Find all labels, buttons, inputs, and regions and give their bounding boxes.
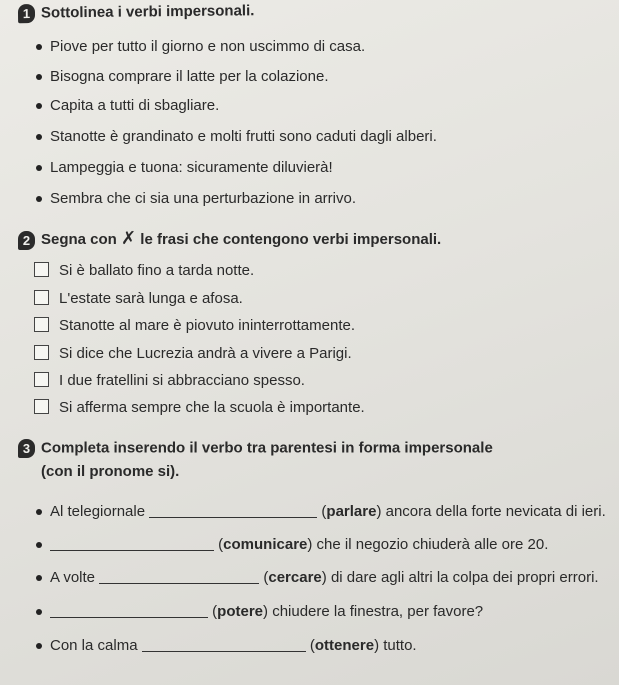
exercise-1-instruction: Sottolinea i verbi impersonali. bbox=[40, 2, 255, 22]
answer-checkbox[interactable] bbox=[34, 399, 49, 414]
exercise-1-title bbox=[18, 2, 255, 23]
bullet-icon bbox=[36, 542, 42, 548]
sentence-start: Con la calma bbox=[50, 637, 138, 654]
sentence-text: Capita a tutti di sbagliare. bbox=[50, 97, 220, 114]
sentence-text: Stanotte è grandinato e molti frutti sono caduti dagli alberi. bbox=[50, 128, 437, 145]
bullet-icon bbox=[36, 575, 42, 581]
sentence-end: di dare agli altri la colpa dei propri errori. bbox=[330, 569, 599, 586]
sentence-text: L'estate sarà lunga e afosa. bbox=[59, 290, 243, 307]
exercise-1-item bbox=[36, 38, 365, 55]
exercise-1-item bbox=[36, 128, 437, 145]
bullet-icon bbox=[36, 196, 42, 202]
sentence-text: Si afferma sempre che la scuola è importante. bbox=[59, 399, 365, 416]
sentence-text: Si dice che Lucrezia andrà a vivere a Parigi. bbox=[59, 345, 352, 362]
exercise-2-item bbox=[34, 317, 355, 334]
bullet-icon bbox=[36, 74, 42, 80]
answer-checkbox[interactable] bbox=[34, 262, 49, 277]
answer-blank[interactable] bbox=[142, 637, 306, 652]
answer-checkbox[interactable] bbox=[34, 290, 49, 305]
verb-hint: comunicare bbox=[223, 536, 308, 553]
exercise-1-item bbox=[36, 97, 219, 114]
sentence-text: Piove per tutto il giorno e non uscimmo di casa. bbox=[50, 38, 366, 55]
verb-hint: ottenere bbox=[314, 637, 375, 654]
sentence-start: A volte bbox=[50, 569, 96, 586]
exercise-2-instruction-start: Segna con bbox=[41, 231, 117, 248]
exercise-1-item bbox=[36, 159, 333, 176]
exercise-1-item bbox=[36, 190, 356, 207]
sentence-end: ancora della forte nevicata di ieri. bbox=[385, 503, 606, 520]
verb-hint: parlare bbox=[326, 503, 377, 520]
bullet-icon bbox=[36, 103, 42, 109]
bullet-icon bbox=[36, 44, 42, 50]
sentence-text: Stanotte al mare è piovuto ininterrottamente. bbox=[59, 317, 356, 334]
sentence-end: che il negozio chiuderà alle ore 20. bbox=[316, 536, 549, 553]
sentence-end: tutto. bbox=[383, 637, 417, 654]
exercise-2-number: 2 bbox=[18, 231, 35, 250]
answer-checkbox[interactable] bbox=[34, 372, 49, 387]
bullet-icon bbox=[36, 134, 42, 140]
answer-blank[interactable] bbox=[149, 503, 317, 518]
exercise-3-item: (potere) chiudere la finestra, per favore? bbox=[36, 603, 483, 620]
exercise-3-item: Con la calma (ottenere) tutto. bbox=[36, 637, 417, 654]
exercise-2-title bbox=[18, 228, 441, 250]
bullet-icon bbox=[36, 165, 42, 171]
exercise-2-item bbox=[34, 290, 243, 307]
sentence-text: Lampeggia e tuona: sicuramente diluvierà! bbox=[50, 159, 333, 176]
answer-blank[interactable] bbox=[50, 536, 214, 551]
sentence-text: Bisogna comprare il latte per la colazione. bbox=[50, 68, 329, 85]
exercise-2-item bbox=[34, 262, 254, 279]
answer-blank[interactable] bbox=[99, 569, 259, 584]
sentence-text: Si è ballato fino a tarda notte. bbox=[59, 262, 255, 279]
exercise-3-instruction: Completa inserendo il verbo tra parentesi in forma impersonale bbox=[41, 439, 493, 457]
sentence-text: I due fratellini si abbracciano spesso. bbox=[59, 372, 305, 389]
verb-hint: cercare bbox=[268, 569, 322, 586]
answer-checkbox[interactable] bbox=[34, 317, 49, 332]
bullet-icon bbox=[36, 509, 42, 515]
exercise-1-item bbox=[36, 68, 328, 85]
exercise-1-number: 1 bbox=[18, 4, 35, 23]
cross-mark-icon: ✗ bbox=[121, 228, 137, 248]
exercise-3-item: Al telegiornale (parlare) ancora della forte nevicata di ieri. bbox=[36, 503, 606, 520]
exercise-3-number: 3 bbox=[18, 439, 35, 458]
sentence-start: Al telegiornale bbox=[50, 503, 146, 520]
exercise-2-item bbox=[34, 345, 352, 362]
verb-hint: potere bbox=[217, 603, 264, 620]
answer-blank[interactable] bbox=[50, 603, 208, 618]
exercise-2-item bbox=[34, 399, 365, 416]
bullet-icon bbox=[36, 643, 42, 649]
sentence-text: Sembra che ci sia una perturbazione in arrivo. bbox=[50, 190, 356, 207]
exercise-2-item bbox=[34, 372, 305, 389]
exercise-3-item: A volte (cercare) di dare agli altri la colpa dei propri errori. bbox=[36, 569, 599, 586]
answer-checkbox[interactable] bbox=[34, 345, 49, 360]
exercise-3-title bbox=[18, 439, 493, 458]
exercise-3-subtitle: (con il pronome si). bbox=[41, 463, 180, 480]
exercise-2-instruction-end: le frasi che contengono verbi impersonali. bbox=[140, 231, 442, 248]
exercise-3-item: (comunicare) che il negozio chiuderà alle ore 20. bbox=[36, 536, 548, 553]
bullet-icon bbox=[36, 609, 42, 615]
sentence-end: chiudere la finestra, per favore? bbox=[272, 603, 484, 620]
